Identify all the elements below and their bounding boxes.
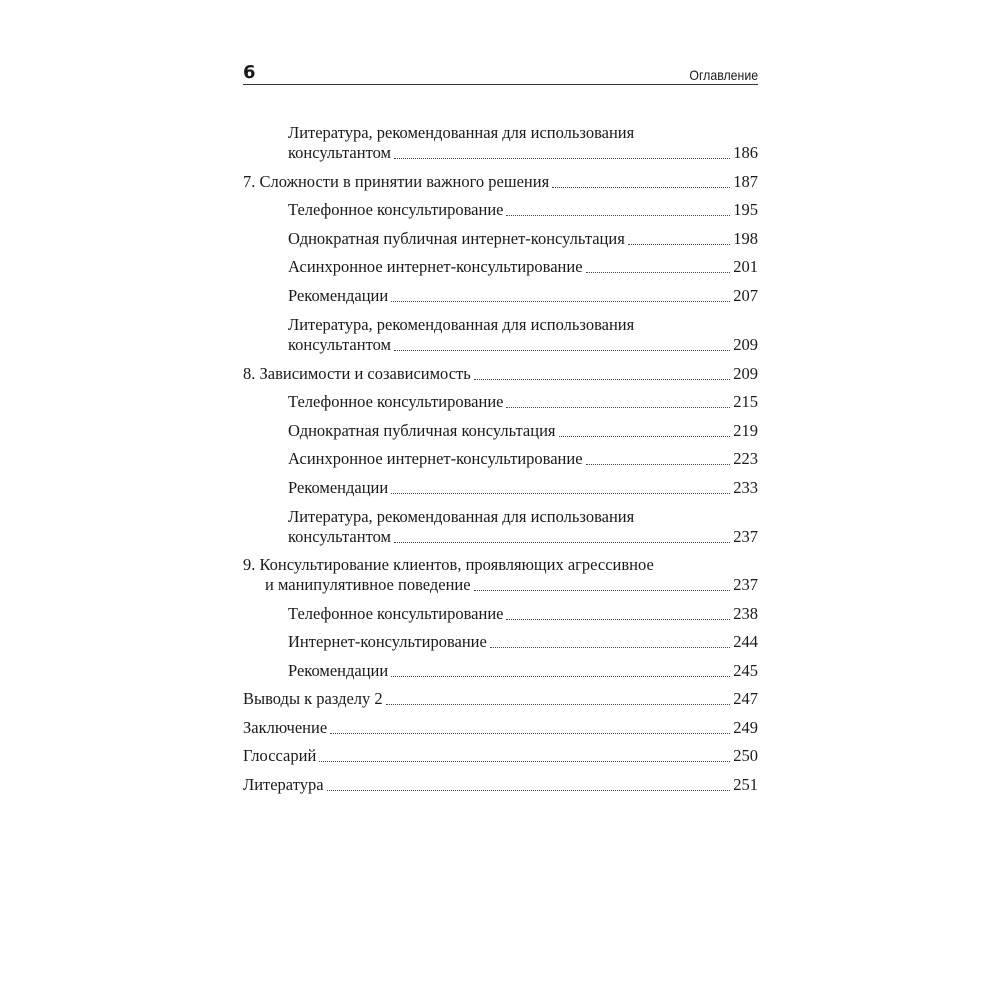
toc-entry-title: консультантом [288,143,391,162]
toc-page-number: 250 [733,746,758,765]
toc-entry-title: Глоссарий [243,746,317,765]
toc-entry [243,286,758,306]
dot-leader [586,463,731,465]
toc-entry-title-line: Литература, рекомендованная для использования [288,507,635,526]
toc-page-number: 187 [733,172,758,191]
page-number: 6 [243,62,256,83]
dot-leader [506,406,730,408]
toc-page-number: 237 [733,575,758,594]
dot-leader [474,589,731,591]
toc-entry-title: Интернет-консультирование [288,632,487,651]
dot-leader [628,243,730,245]
toc-entry-title: консультантом [288,335,391,354]
toc-entry [243,746,758,766]
toc-entry [243,507,758,547]
toc-entry [243,661,758,681]
toc-page-number: 219 [733,421,758,440]
dot-leader [474,378,730,380]
dot-leader [330,732,730,734]
toc-entry-title: Рекомендации [288,478,389,497]
toc-entry-title: Асинхронное интернет-консультирование [288,257,583,276]
toc-page-number: 198 [733,229,758,248]
toc-entry-title: 8. Зависимости и созависимость [243,364,471,383]
dot-leader [506,618,730,620]
toc-page-number: 251 [733,775,758,794]
dot-leader [386,703,731,705]
dot-leader [391,492,730,494]
dot-leader [586,271,731,273]
toc-page-number: 186 [733,143,758,162]
toc-entry-title: Литература [243,775,324,794]
toc-page-number: 233 [733,478,758,497]
toc-entry-title: и манипулятивное поведение [265,575,471,594]
dot-leader [327,789,731,791]
toc-entry-title: Рекомендации [288,286,389,305]
toc-entry [243,718,758,738]
toc-entry-title: Телефонное консультирование [288,392,504,411]
toc-page-number: 209 [733,335,758,354]
toc-page-number: 201 [733,257,758,276]
toc-entry-title: Асинхронное интернет-консультирование [288,449,583,468]
toc-entry-title: Рекомендации [288,661,389,680]
toc-page-number: 237 [733,527,758,546]
toc-entry [243,392,758,412]
dot-leader [559,435,731,437]
toc-entry [243,555,758,595]
toc-page-number: 209 [733,364,758,383]
toc-entry-title-line: Литература, рекомендованная для использования [288,315,635,334]
running-title: Оглавление [689,67,758,83]
toc-page-number: 215 [733,392,758,411]
toc-entry-title: Заключение [243,718,328,737]
toc-entry-title: Однократная публичная интернет-консультация [288,229,625,248]
toc-entry-title-line: Литература, рекомендованная для использования [288,123,635,142]
toc-page-number: 247 [733,689,758,708]
toc-entry-title-line: 9. Консультирование клиентов, проявляющих агрессивное [243,555,654,574]
toc-entry [243,200,758,220]
dot-leader [394,349,730,351]
toc-page-number: 238 [733,604,758,623]
toc-entry [243,172,758,192]
toc-entry [243,632,758,652]
dot-leader [394,541,730,543]
toc-entry [243,229,758,249]
toc-entry [243,604,758,624]
toc-entry [243,123,758,163]
toc-entry-title: Телефонное консультирование [288,604,504,623]
toc-page-number: 249 [733,718,758,737]
toc-entry [243,449,758,469]
dot-leader [391,300,730,302]
toc-page-number: 223 [733,449,758,468]
toc-entry-title: 7. Сложности в принятии важного решения [243,172,550,191]
toc-entry [243,257,758,277]
toc-entry [243,775,758,795]
dot-leader [552,186,730,188]
toc-entry [243,478,758,498]
toc-page-number: 207 [733,286,758,305]
toc-page-number: 244 [733,632,758,651]
toc-entry-title: Телефонное консультирование [288,200,504,219]
dot-leader [506,214,730,216]
toc-entry-title: консультантом [288,527,391,546]
dot-leader [391,675,730,677]
toc-entry-title: Однократная публичная консультация [288,421,556,440]
dot-leader [490,646,730,648]
document-page [243,62,758,794]
dot-leader [319,760,730,762]
toc-entry-title: Выводы к разделу 2 [243,689,383,708]
toc-entry [243,689,758,709]
toc-entry [243,364,758,384]
toc-entry [243,315,758,355]
toc-page-number: 195 [733,200,758,219]
toc-entry [243,421,758,441]
toc-page-number: 245 [733,661,758,680]
dot-leader [394,157,730,159]
running-header [243,62,758,85]
